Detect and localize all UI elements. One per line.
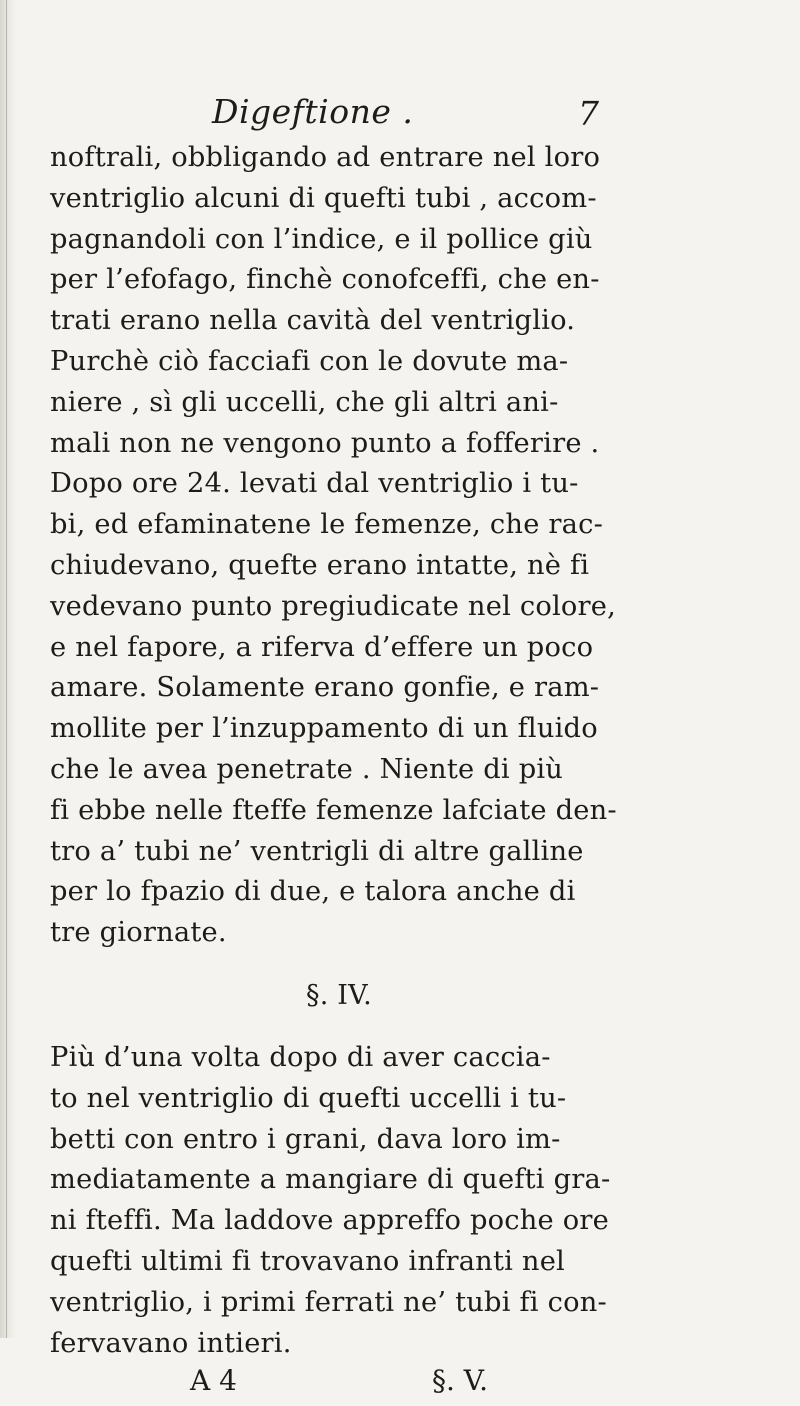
text-line: ni fteffi. Ma laddove appreffo poche ore [50,1205,610,1237]
page-footer [50,1364,770,1406]
book-page [50,92,770,1406]
running-head [50,92,770,138]
gutter-line [6,0,7,1338]
text-line: fi ebbe nelle fteffe femenze lafciate den- [50,794,617,826]
text-line: quefti ultimi fi trovavano infranti nel [50,1245,565,1277]
text-line: Più d’una volta dopo di aver caccia- [50,1041,551,1073]
text-line: amare. Solamente erano gonfie, e ram- [50,672,600,704]
text-line: pagnandoli con l’indice, e il pollice giù [50,223,593,255]
paragraph-1 [50,138,770,954]
text-line: bi, ed efaminatene le femenze, che rac- [50,509,604,541]
text-line: che le avea penetrate . Niente di più [50,753,564,785]
running-title: Digeftione . [212,92,414,131]
text-line: vedevano punto pregiudicate nel colore, [50,590,617,622]
text-line: to nel ventriglio di quefti uccelli i tu- [50,1082,567,1114]
main-text [50,138,770,1364]
text-line: niere , sì gli uccelli, che gli altri ani- [50,386,559,418]
section-heading: §. IV. [306,979,372,1011]
text-line: trati erano nella cavità del ventriglio. [50,305,576,337]
text-line: mollite per l’inzuppamento di un fluido [50,713,598,745]
catchword: §. V. [432,1364,489,1398]
text-line: Dopo ore 24. levati dal ventriglio i tu- [50,468,579,500]
text-line: per l’efofago, finchè conofceffi, che en- [50,264,600,296]
text-line: tre giornate. [50,917,227,949]
signature-mark: A 4 [190,1364,237,1398]
text-line: betti con entro i grani, dava loro im- [50,1123,561,1155]
text-line: per lo fpazio di due, e talora anche di [50,876,576,908]
text-line: e nel fapore, a riferva d’effere un poco [50,631,594,663]
text-line: ventriglio alcuni di quefti tubi , accom- [50,182,597,214]
book-spine-edge [0,0,16,1338]
text-line: Purchè ciò facciafi con le dovute ma- [50,345,569,377]
text-line: mali non ne vengono punto a fofferire . [50,427,600,459]
text-line: fervavano intieri. [50,1327,292,1359]
page-number: 7 [578,94,599,133]
paragraph-2 [50,1038,770,1364]
text-line: chiudevano, quefte erano intatte, nè fi [50,549,590,581]
text-line: tro a’ tubi ne’ ventrigli di altre galline [50,835,584,867]
text-line: ventriglio, i primi ferrati ne’ tubi fi con- [50,1286,607,1318]
text-line: mediatamente a mangiare di quefti gra- [50,1164,611,1196]
text-line: noftrali, obbligando ad entrare nel loro [50,142,601,173]
